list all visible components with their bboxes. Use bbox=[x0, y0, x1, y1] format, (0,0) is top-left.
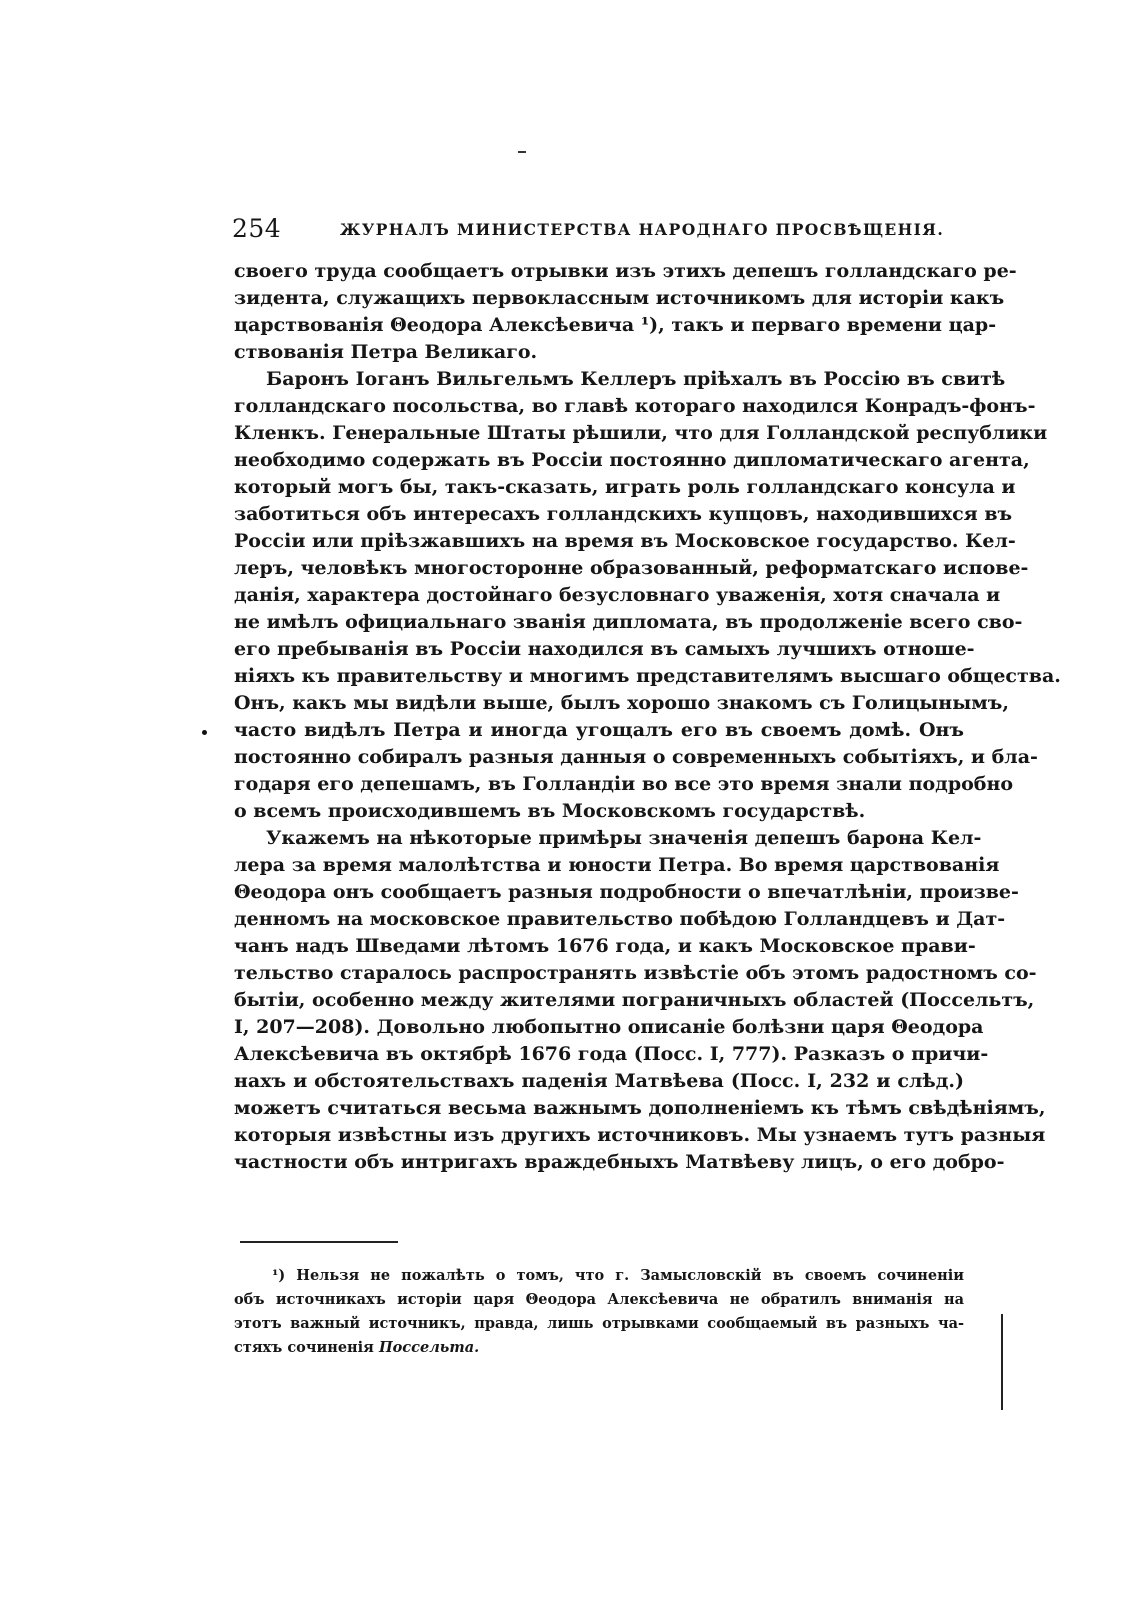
margin-mark bbox=[202, 730, 207, 735]
text-line: Россіи или пріѣзжавшихъ на время въ Московское государство. Кел- bbox=[234, 530, 1016, 552]
text-line: который могъ бы, такъ-сказать, играть роль голландскаго консула и bbox=[234, 476, 1016, 498]
footnote-line: ¹) Нельзя не пожалѣть о томъ, что г. Замысловскій въ своемъ сочиненіи bbox=[272, 1267, 964, 1284]
text-line: заботиться объ интересахъ голландскихъ купцовъ, находившихся въ bbox=[234, 503, 1013, 525]
text-line: Θеодора онъ сообщаетъ разныя подробности о впечатлѣніи, произве- bbox=[234, 881, 1019, 903]
text-line: Укажемъ на нѣкоторые примѣры значенія депешъ барона Кел- bbox=[266, 827, 982, 849]
text-line: необходимо содержать въ Россіи постоянно дипломатическаго агента, bbox=[234, 449, 1030, 471]
scan-speck bbox=[518, 151, 526, 153]
footnote-divider bbox=[240, 1241, 398, 1243]
text-line: которыя извѣстны изъ другихъ источниковъ. Мы узнаемъ тутъ разныя bbox=[234, 1124, 1046, 1146]
text-line: постоянно собиралъ разныя данныя о современныхъ событіяхъ, и бла- bbox=[234, 746, 1038, 768]
text-line: ніяхъ къ правительству и многимъ представителямъ высшаго общества. bbox=[234, 665, 1061, 687]
text-line: Баронъ Іоганъ Вильгельмъ Келлеръ пріѣхалъ въ Россію въ свитѣ bbox=[266, 368, 1006, 390]
text-line: не имѣлъ официальнаго званія дипломата, въ продолженіе всего сво- bbox=[234, 611, 1023, 633]
page-number: 254 bbox=[232, 214, 282, 243]
footnote-line: объ источникахъ исторіи царя Θеодора Алексѣевича не обратилъ вниманія на bbox=[234, 1291, 964, 1308]
footnote bbox=[234, 1264, 964, 1360]
text-line: леръ, человѣкъ многосторонне образованный, реформатскаго испове- bbox=[234, 557, 1029, 579]
text-line: нахъ и обстоятельствахъ паденія Матвѣева (Посс. I, 232 и слѣд.) bbox=[234, 1070, 964, 1092]
text-line: часто видѣлъ Петра и иногда угощалъ его въ своемъ домѣ. Онъ bbox=[234, 719, 964, 741]
text-line: можетъ считаться весьма важнымъ дополненіемъ къ тѣмъ свѣдѣніямъ, bbox=[234, 1097, 1046, 1119]
text-line: лера за время малолѣтства и юности Петра. Во время царствованія bbox=[234, 854, 1000, 876]
running-title: ЖУРНАЛЪ МИНИСТЕРСТВА НАРОДНАГО ПРОСВѢЩЕНІЯ. bbox=[340, 220, 945, 239]
text-line: Алексѣевича въ октябрѣ 1676 года (Посс. I, 777). Разказъ о причи- bbox=[234, 1043, 989, 1065]
text-line: бытіи, особенно между жителями пограничныхъ областей (Поссельтъ, bbox=[234, 989, 1035, 1011]
text-line: о всемъ происходившемъ въ Московскомъ государствѣ. bbox=[234, 800, 866, 822]
text-line: зидента, служащихъ первоклассным источникомъ для исторіи какъ bbox=[234, 287, 1005, 309]
text-line: голландскаго посольства, во главѣ котораго находился Конрадъ-фонъ- bbox=[234, 395, 1036, 417]
footnote-line-prefix: стяхъ сочиненія bbox=[234, 1339, 379, 1356]
text-line: данія, характера достойнаго безусловнаго уваженія, хотя сначала и bbox=[234, 584, 1001, 606]
text-line: царствованія Θеодора Алексѣевича ¹), такъ и перваго времени цар- bbox=[234, 314, 997, 336]
text-line: ствованія Петра Великаго. bbox=[234, 341, 538, 363]
text-line: Кленкъ. Генеральные Штаты рѣшили, что для Голландской республики bbox=[234, 422, 1048, 444]
footnote-last-line bbox=[234, 1336, 964, 1360]
text-line: годаря его депешамъ, въ Голландіи во все это время знали подробно bbox=[234, 773, 1014, 795]
text-line: Онъ, какъ мы видѣли выше, былъ хорошо знакомъ съ Голицынымъ, bbox=[234, 692, 1009, 714]
text-line: чанъ надъ Шведами лѣтомъ 1676 года, и какъ Московское прави- bbox=[234, 935, 976, 957]
text-line: I, 207—208). Довольно любопытно описаніе болѣзни царя Θеодора bbox=[234, 1016, 984, 1038]
body-text bbox=[234, 258, 1061, 1176]
text-line: его пребыванія въ Россіи находился въ самыхъ лучшихъ отноше- bbox=[234, 638, 975, 660]
text-line: денномъ на московское правительство побѣдою Голландцевъ и Дат- bbox=[234, 908, 1006, 930]
footnote-line: этотъ важный источникъ, правда, лишь отрывками сообщаемый въ разныхъ ча- bbox=[234, 1315, 964, 1332]
text-line: частности объ интригахъ враждебныхъ Матвѣеву лицъ, о его добро- bbox=[234, 1151, 1005, 1173]
page-header bbox=[232, 214, 945, 248]
text-line: своего труда сообщаетъ отрывки изъ этихъ депешъ голландскаго ре- bbox=[234, 260, 1017, 282]
scan-edge-mark bbox=[1001, 1314, 1003, 1410]
footnote-italic-ref: Поссельта. bbox=[378, 1339, 480, 1356]
text-line: тельство старалось распространять извѣстіе объ этомъ радостномъ со- bbox=[234, 962, 1037, 984]
